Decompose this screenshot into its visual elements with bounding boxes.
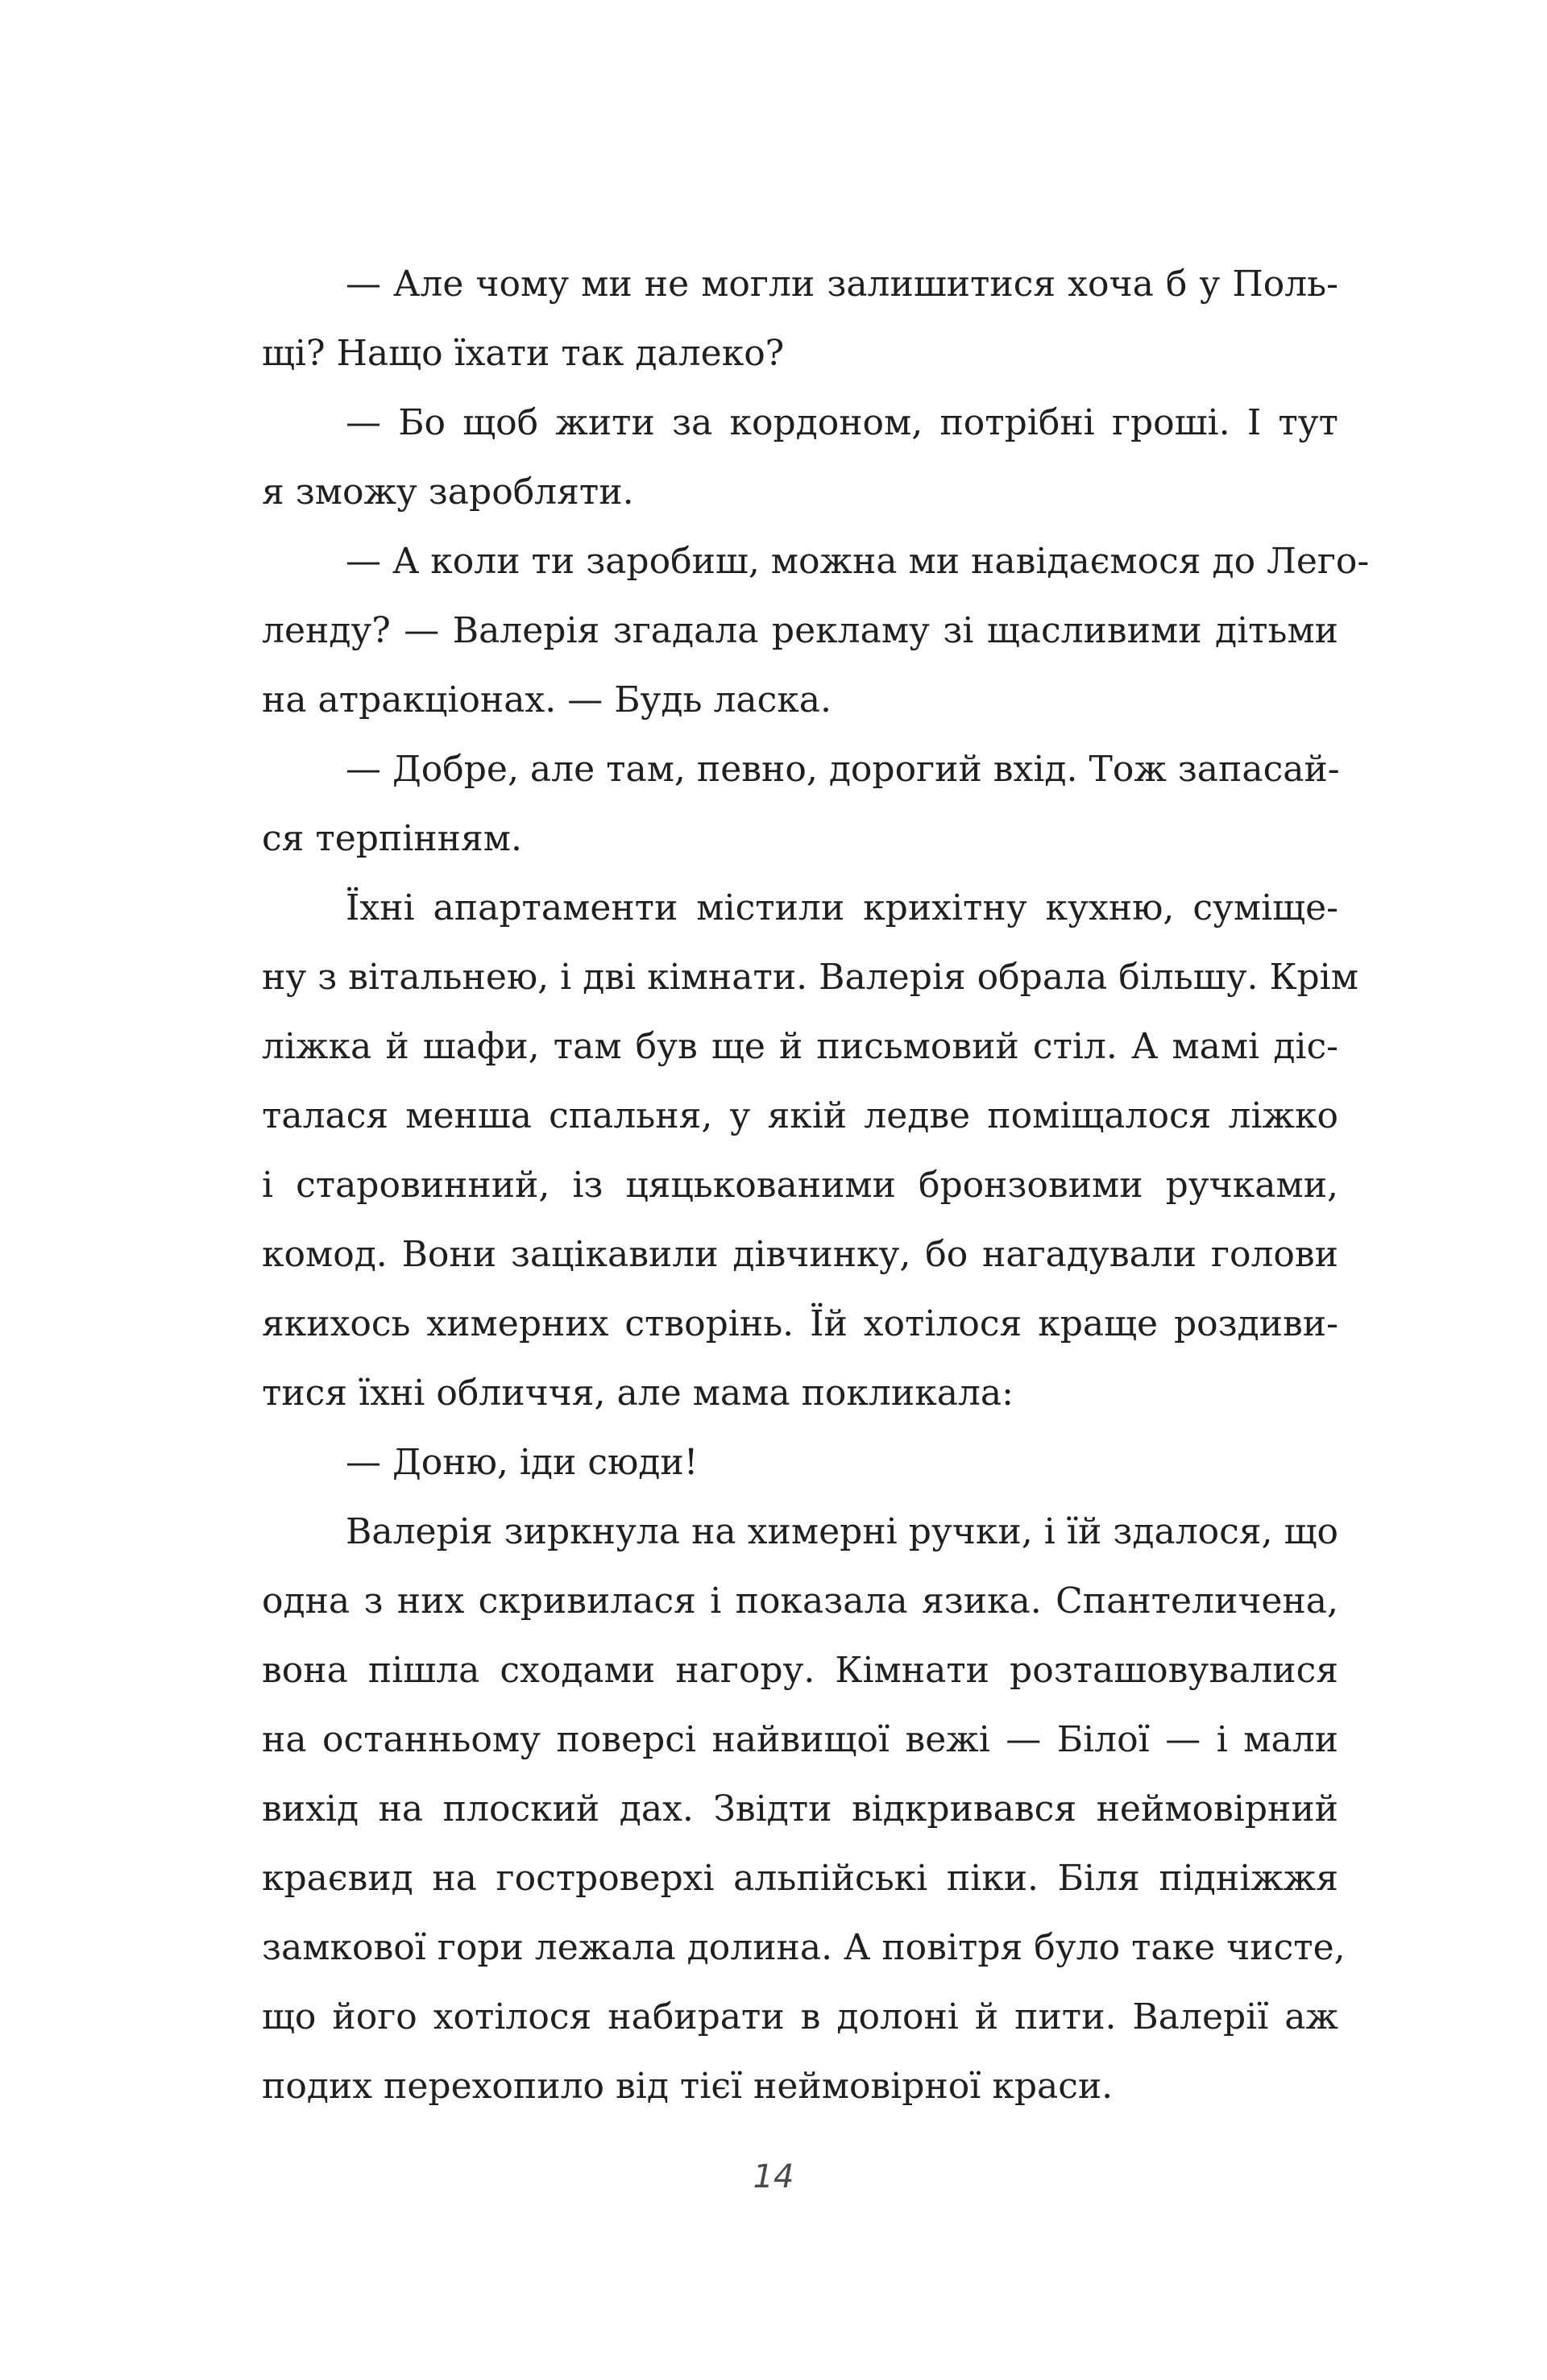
text-line: Їхні апартаменти містили крихітну кухню, суміще- (346, 887, 1338, 928)
text-line: вихід на плоский дах. Звідти відкривався неймовірний (262, 1788, 1338, 1830)
text-line: на атракціонах. — Будь ласка. (262, 679, 832, 721)
text-line: якихось химерних створінь. Їй хотілося краще роздиви- (262, 1303, 1338, 1344)
text-line: на останньому поверсі найвищої вежі — Білої — і мали (262, 1719, 1338, 1760)
text-line: тися їхні обличчя, але мама покликала: (262, 1373, 1014, 1414)
text-line: — Бо щоб жити за кордоном, потрібні гроші. І тут (346, 402, 1338, 443)
text-line: ну з вітальнею, і дві кімнати. Валерія обрала більшу. Крім (262, 957, 1358, 998)
text-line: щі? Нащо їхати так далеко? (262, 333, 785, 374)
text-line: комод. Вони зацікавили дівчинку, бо нагадували голови (262, 1234, 1338, 1275)
text-line: — А коли ти заробиш, можна ми навідаємося до Лего- (346, 541, 1370, 582)
text-line: — Але чому ми не могли залишитися хоча б у Поль- (346, 264, 1338, 305)
text-line: — Добре, але там, певно, дорогий вхід. Тож запасай- (346, 749, 1340, 790)
text-line: ся терпінням. (262, 818, 522, 859)
body-text (262, 256, 1370, 2128)
text-line: одна з них скривилася і показала язика. Спантеличена, (262, 1580, 1338, 1622)
text-line: Валерія зиркнула на химерні ручки, і їй здалося, що (346, 1511, 1338, 1552)
text-line: я зможу заробляти. (262, 471, 634, 513)
text-line: що його хотілося набирати в долоні й пити. Валерії аж (262, 1996, 1338, 2037)
text-line: краєвид на гостроверхі альпійські піки. Біля підніжжя (262, 1858, 1338, 1899)
text-line: подих перехопило від тієї неймовірної краси. (262, 2066, 1114, 2107)
text-line: ліжка й шафи, там був ще й письмовий стіл. А мамі діс- (262, 1026, 1338, 1067)
page-number: 14 (753, 2158, 794, 2195)
text-line: вона пішла сходами нагору. Кімнати розташовувалися (262, 1650, 1338, 1691)
text-line: ленду? — Валерія згадала рекламу зі щасливими дітьми (262, 610, 1338, 651)
text-line: талася менша спальня, у якій ледве поміщалося ліжко (262, 1095, 1338, 1136)
text-line: — Доню, іди сюди! (346, 1442, 699, 1483)
text-line: замкової гори лежала долина. А повітря було таке чисте, (262, 1927, 1346, 1968)
text-line: і старовинний, із цяцькованими бронзовими ручками, (262, 1165, 1338, 1206)
